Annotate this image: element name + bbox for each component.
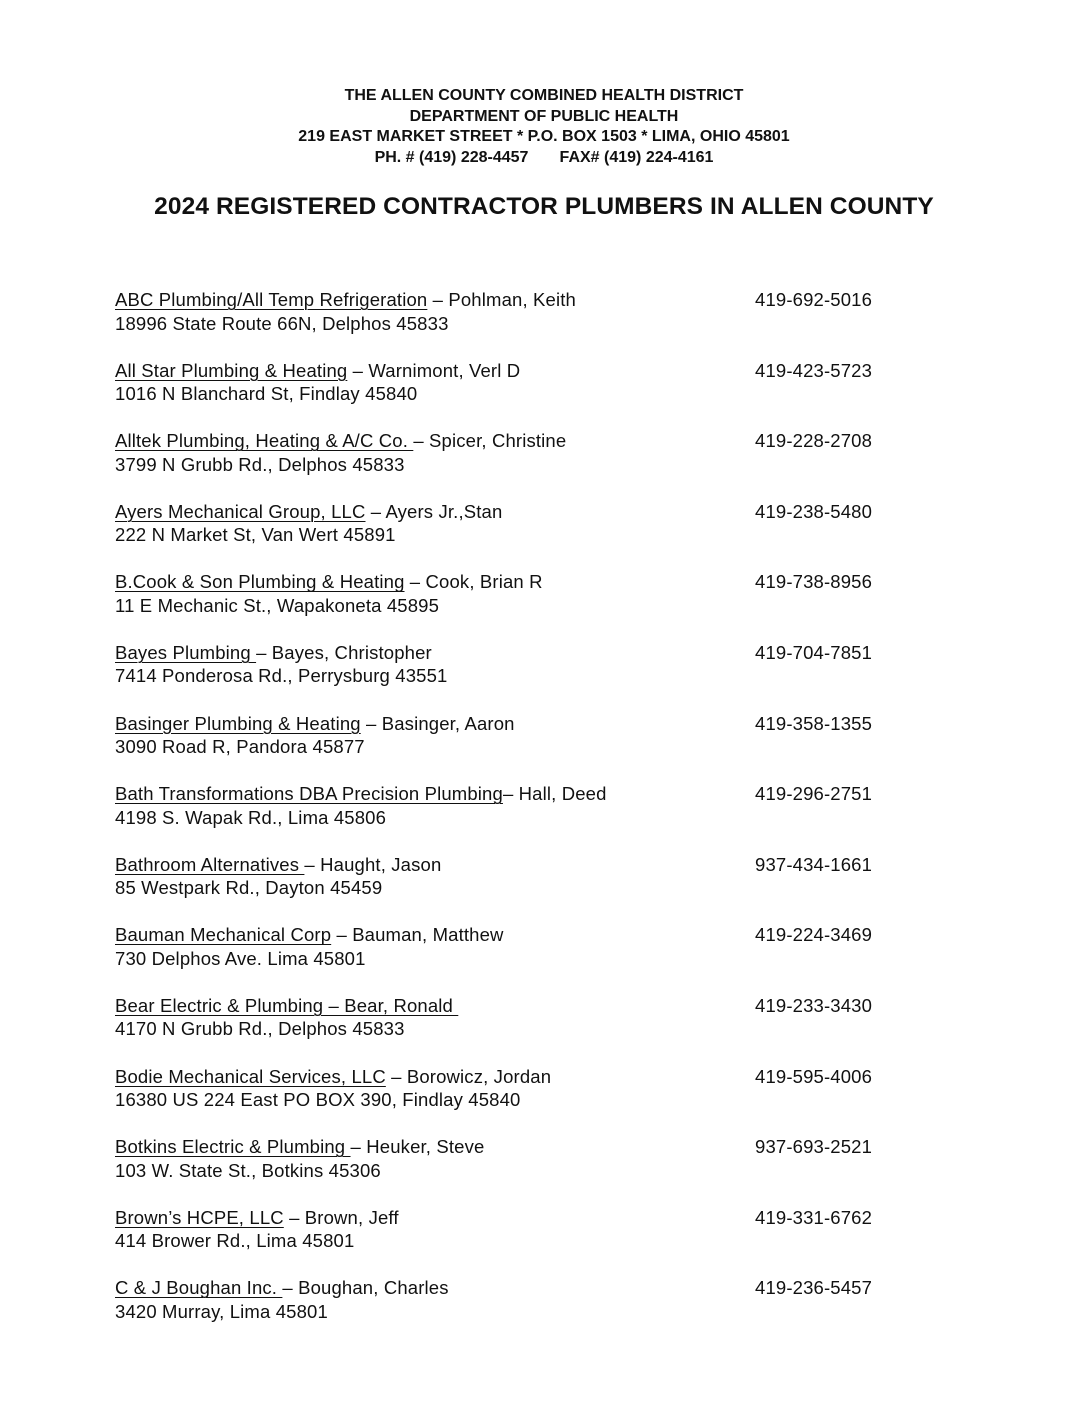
address: 16380 US 224 East PO BOX 390, Findlay 45840 [115,1089,521,1111]
phone-number: 419-296-2751 [755,783,873,805]
address: 222 N Market St, Van Wert 45891 [115,524,396,546]
address: 414 Brower Rd., Lima 45801 [115,1230,355,1252]
address: 730 Delphos Ave. Lima 45801 [115,947,366,969]
header-address: 219 EAST MARKET STREET * P.O. BOX 1503 * LIMA, OHIO 45801 [298,128,790,145]
company-link[interactable]: Bear Electric & Plumbing – Bear, Ronald [115,994,459,1016]
address: 4198 S. Wapak Rd., Lima 45806 [115,806,387,828]
company-link[interactable]: Ayers Mechanical Group, LLC [115,500,366,522]
contact-name: – Warnimont, Verl D [347,359,521,381]
phone-number: 419-224-3469 [755,924,873,946]
list-item [115,782,935,853]
list-item [115,429,935,500]
company-link[interactable]: Bayes Plumbing [115,641,257,663]
list-item [115,641,935,712]
contact-name: – Bauman, Matthew [331,924,504,946]
list-item [115,359,935,430]
phone-number: 419-236-5457 [755,1277,873,1299]
company-link[interactable]: C & J Boughan Inc. [115,1277,283,1299]
phone-number: 937-693-2521 [755,1136,873,1158]
contact-name: – Pohlman, Keith [427,289,576,310]
phone-number: 419-228-2708 [755,430,873,452]
list-item [115,923,935,994]
company-link[interactable]: Basinger Plumbing & Heating [115,712,361,734]
company-link[interactable]: Alltek Plumbing, Heating & A/C Co. [115,430,414,452]
contact-name: – Borowicz, Jordan [385,1065,552,1087]
address: 18996 State Route 66N, Delphos 45833 [115,312,449,334]
list-item [115,288,935,359]
list-item [115,500,935,571]
list-item [115,1206,935,1277]
list-item [115,1065,935,1136]
phone-number: 419-358-1355 [755,712,873,734]
address: 7414 Ponderosa Rd., Perrysburg 43551 [115,665,448,687]
contact-name: – Spicer, Christine [413,430,567,452]
company-link[interactable]: All Star Plumbing & Heating [115,359,348,381]
phone-number: 419-692-5016 [755,289,873,310]
company-link[interactable]: Bath Transformations DBA Precision Plumbing [115,783,503,805]
contact-name: – Bayes, Christopher [256,641,432,663]
phone-number: 419-423-5723 [755,359,873,381]
contractor-list [115,288,935,1347]
address: 103 W. State St., Botkins 45306 [115,1159,381,1181]
address: 3799 N Grubb Rd., Delphos 45833 [115,453,405,475]
contact-name: – Basinger, Aaron [360,712,515,734]
address: 3420 Murray, Lima 45801 [115,1300,328,1322]
company-link[interactable]: Bathroom Alternatives [115,853,305,875]
contact-name: – Cook, Brian R [404,571,543,593]
phone-number: 419-595-4006 [755,1065,873,1087]
list-item [115,712,935,783]
contact-name: – Brown, Jeff [283,1206,399,1228]
company-link[interactable]: Bauman Mechanical Corp [115,924,332,946]
address: 4170 N Grubb Rd., Delphos 45833 [115,1018,405,1040]
phone-number: 419-704-7851 [755,641,873,663]
contact-name: – Boughan, Charles [282,1277,449,1299]
phone-number: 419-238-5480 [755,500,873,522]
address: 11 E Mechanic St., Wapakoneta 45895 [115,594,440,616]
company-link[interactable]: ABC Plumbing/All Temp Refrigeration [115,289,428,310]
list-item [115,1276,935,1347]
document-title: 2024 REGISTERED CONTRACTOR PLUMBERS IN ALLEN COUNTY [154,193,934,220]
list-item [115,853,935,924]
company-link[interactable]: B.Cook & Son Plumbing & Heating [115,571,405,593]
contact-name: – Ayers Jr.,Stan [365,500,503,522]
letterhead [0,86,1088,168]
list-item [115,570,935,641]
list-item [115,994,935,1065]
company-link[interactable]: Brown’s HCPE, LLC [115,1206,284,1228]
phone-number: 419-233-3430 [755,994,873,1016]
list-item [115,1135,935,1206]
address: 85 Westpark Rd., Dayton 45459 [115,877,383,899]
contact-name: – Heuker, Steve [350,1136,485,1158]
contact-name: – Haught, Jason [304,853,442,875]
header-department: DEPARTMENT OF PUBLIC HEALTH [409,107,679,125]
header-organization: THE ALLEN COUNTY COMBINED HEALTH DISTRICT [344,87,744,104]
phone-number: 419-738-8956 [755,571,873,593]
company-link[interactable]: Bodie Mechanical Services, LLC [115,1065,386,1087]
address: 1016 N Blanchard St, Findlay 45840 [115,383,418,405]
phone-number: 419-331-6762 [755,1206,873,1228]
company-link[interactable]: Botkins Electric & Plumbing [115,1136,351,1158]
phone-number: 937-434-1661 [755,853,873,875]
address: 3090 Road R, Pandora 45877 [115,736,365,758]
header-phone-fax: PH. # (419) 228-4457 FAX# (419) 224-4161 [374,148,714,166]
contact-name: – Hall, Deed [502,783,607,805]
